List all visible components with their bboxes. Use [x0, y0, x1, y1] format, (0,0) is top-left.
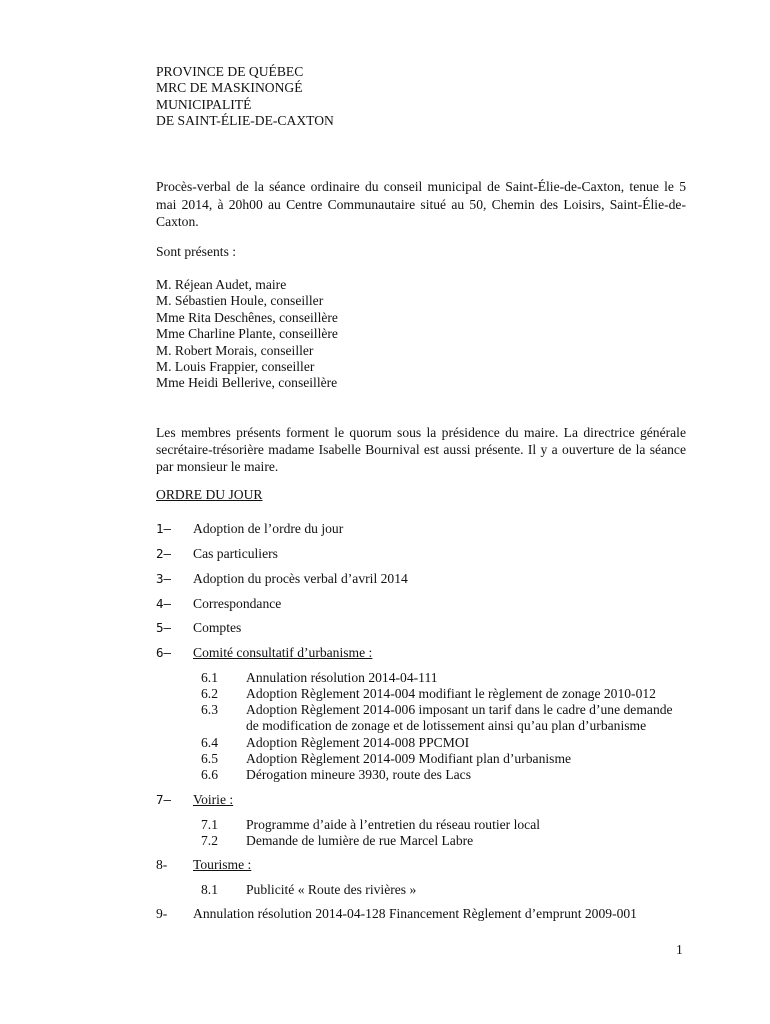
document-header	[156, 64, 334, 130]
agenda-item-text: Comptes	[193, 620, 242, 635]
agenda-subitem-text: Publicité « Route des rivières »	[246, 882, 417, 897]
member-item: Mme Rita Deschênes, conseillère	[156, 309, 338, 325]
presents-title: Sont présents :	[156, 244, 237, 259]
agenda-item-number: 6–	[156, 645, 172, 660]
member-item: M. Réjean Audet, maire	[156, 277, 287, 292]
member-item: M. Robert Morais, conseiller	[156, 342, 314, 358]
agenda-item-text: Correspondance	[193, 596, 282, 611]
agenda-subitem-number: 6.2	[201, 686, 218, 701]
agenda-subitem-text: Dérogation mineure 3930, route des Lacs	[246, 767, 471, 782]
agenda-subitem-text: Adoption Règlement 2014-004 modifiant le règlement de zonage 2010-012	[246, 686, 656, 701]
agenda-item-number: 4–	[156, 596, 172, 611]
header-line-saint-elie: DE SAINT-ÉLIE-DE-CAXTON	[156, 113, 334, 129]
agenda-item-number: 3–	[156, 571, 172, 586]
agenda-item-text: Adoption du procès verbal d’avril 2014	[193, 571, 408, 586]
agenda-item-text: Comité consultatif d’urbanisme :	[193, 645, 373, 660]
agenda-item-text: Annulation résolution 2014-04-128 Financement Règlement d’emprunt 2009-001	[193, 906, 637, 921]
agenda-subitem-text: Adoption Règlement 2014-009 Modifiant plan d’urbanisme	[246, 751, 572, 766]
member-item: M. Louis Frappier, conseiller	[156, 359, 315, 375]
agenda-subitem-text: Demande de lumière de rue Marcel Labre	[246, 833, 474, 848]
member-item: M. Sébastien Houle, conseiller	[156, 293, 324, 309]
page-number: 1	[676, 942, 683, 957]
member-item: Mme Heidi Bellerive, conseillère	[156, 375, 338, 391]
agenda-item-text: Cas particuliers	[193, 546, 278, 561]
agenda-subitem-number: 6.1	[201, 670, 218, 685]
agenda-subitem-number: 6.3	[201, 702, 218, 717]
agenda-item-number: 2–	[156, 546, 172, 561]
agenda-item-number: 9-	[156, 906, 168, 921]
agenda-subitem-number: 8.1	[201, 882, 218, 897]
intro-paragraph: Procès-verbal de la séance ordinaire du conseil municipal de Saint-Élie-de-Caxton, tenue le 5 mai 2014, à 20h00 au Centre Communautaire situé au 50, Chemin des Loisirs, Saint-Élie-de-Caxton.	[156, 179, 686, 229]
agenda-subitem-number: 7.2	[201, 833, 218, 848]
agenda-title: ORDRE DU JOUR	[156, 487, 263, 502]
agenda-subitem-text: Adoption Règlement 2014-008 PPCMOI	[246, 735, 470, 750]
agenda-subitem-text: de modification de zonage et de lotissement ainsi qu’au plan d’urbanisme	[246, 718, 647, 733]
agenda-item-number: 1–	[156, 521, 172, 536]
agenda-item-text: Adoption de l’ordre du jour	[193, 521, 344, 536]
agenda-subitem-text: Adoption Règlement 2014-006 imposant un tarif dans le cadre d’une demande	[246, 702, 673, 717]
header-line-municipalite: MUNICIPALITÉ	[156, 96, 252, 112]
agenda-subitem-text: Programme d’aide à l’entretien du réseau routier local	[246, 817, 541, 832]
agenda-item-number: 8-	[156, 857, 168, 872]
quorum-paragraph: Les membres présents forment le quorum sous la présidence du maire. La directrice générale secrétaire-trésorière madame Isabelle Bournival est aussi présente. Il y a ouverture de la séance par monsieur le maire.	[156, 425, 686, 474]
agenda-subitem-number: 6.6	[201, 767, 218, 782]
header-line-mrc: MRC DE MASKINONGÉ	[156, 80, 303, 96]
agenda-subitem-text: Annulation résolution 2014-04-111	[246, 670, 438, 685]
members-list	[156, 277, 338, 392]
agenda-item-number: 7–	[156, 792, 172, 807]
member-item: Mme Charline Plante, conseillère	[156, 326, 338, 342]
agenda-item-number: 5–	[156, 620, 172, 635]
agenda-subitem-number: 6.5	[201, 751, 218, 766]
agenda-item-text: Tourisme :	[193, 857, 252, 872]
header-line-province: PROVINCE DE QUÉBEC	[156, 64, 304, 79]
agenda-subitem-number: 7.1	[201, 817, 218, 832]
agenda-item-text: Voirie :	[193, 792, 234, 807]
agenda-subitem-number: 6.4	[201, 735, 218, 750]
